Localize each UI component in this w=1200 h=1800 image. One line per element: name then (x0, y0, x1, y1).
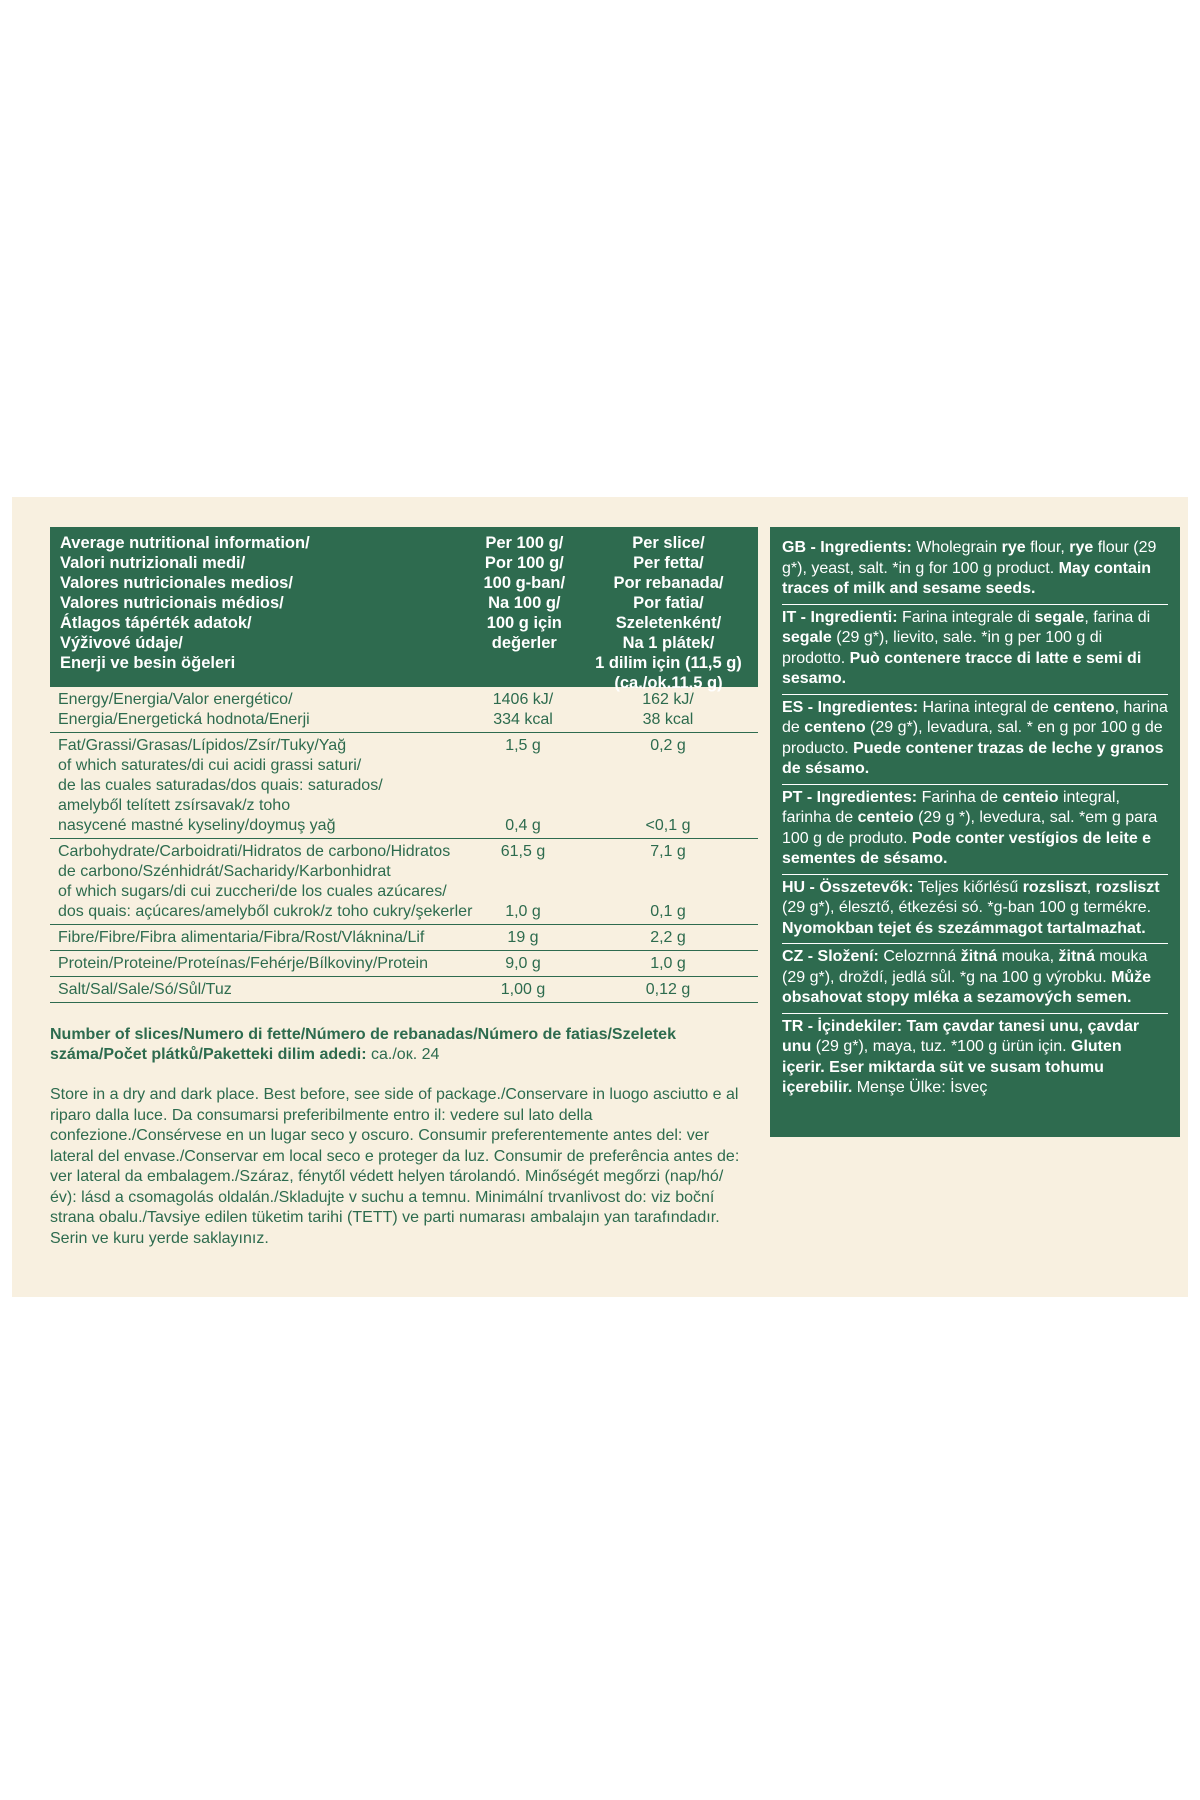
nutrient-label (58, 980, 458, 1000)
nutrition-row (50, 839, 758, 925)
ingredient-text-bold: HU - Összetevők: (782, 878, 914, 896)
nutrient-label-line: Energy/Energia/Valor energético/ (58, 691, 293, 708)
ingredient-text: , farina di (1084, 608, 1151, 626)
ingredient-text: flour (29 g*), yeast, salt. *in g for 100 g product. (782, 539, 1157, 577)
ingredient-text: flour, (1025, 539, 1070, 556)
ingredient-text-bold: segale (782, 629, 832, 646)
ingredient-text-bold: CZ - Složení: (782, 948, 879, 965)
ingredient-text: Wholegrain (911, 539, 1002, 556)
ingredient-text: (29 g*), lievito, sale. *in g per 100 g di prodotto. (782, 629, 1103, 667)
ingredients-language-block (782, 785, 1168, 875)
header-line: (ca./ok.11,5 g) (614, 674, 723, 692)
value-per-100g (458, 980, 588, 1000)
ingredients-language-block (782, 1014, 1168, 1103)
value-per-100g-line: 9,0 g (505, 955, 541, 972)
value-per-100g-line: 1406 kJ/ (492, 691, 554, 708)
ingredient-text: mouka (29 g*), droždí, jedlá sůl. *g na 100 g výrobku. (782, 948, 1148, 986)
value-per-100g-line: 0,4 g (505, 817, 541, 834)
value-per-100g-line: 1,0 g (505, 903, 541, 920)
nutrition-row (50, 977, 758, 1003)
nutrient-label (58, 736, 458, 836)
ingredient-text-bold: žitná (1058, 948, 1095, 965)
header-line: Valores nutricionales medios/ (60, 574, 293, 592)
storage-instructions: Store in a dry and dark place. Best before, see side of package./Conservare in luogo asciutto e al riparo dalla luce. Da consumarsi preferibilmente entro il: vedere sul lato della confezione./Consérvese en un lugar seco y oscuro. Consumir preferentemente antes del: ver lateral del envase./Conservar em local seco e proteger da luz. Consumir de preferência antes de: ver lateral da embalagem./Száraz, fénytől védett helyen tárolandó. Minőségét megőrzi (nap/hó/év): lásd a csomagolás oldalán./Skladujte v suchu a temnu. Minimální trvanlivost do: viz boční strana obalu./Tavsiye edilen tüketim tarihi (TETT) ve parti numarası ambalajın yan tarafındadır. Serin ve kuru yerde saklayınız. (50, 1086, 740, 1247)
header-line: Average nutritional information/ (60, 534, 310, 552)
value-per-100g (458, 736, 588, 836)
ingredient-text: Menşe Ülke: İsveç (852, 1079, 988, 1096)
value-per-slice-line: 0,12 g (645, 981, 691, 998)
value-per-slice (588, 690, 748, 730)
nutrient-label (58, 690, 458, 730)
nutrient-label-line: Protein/Proteine/Proteínas/Fehérje/Bílkoviny/Protein (58, 955, 428, 972)
ingredient-text-bold: Gluten içerir. Eser miktarda süt ve susam tohumu içerebilir. (782, 1038, 1122, 1096)
value-per-slice (588, 980, 748, 1000)
value-per-100g-line: 1,00 g (500, 981, 546, 998)
header-per-slice (589, 533, 748, 692)
value-per-slice-line: 2,2 g (650, 929, 686, 946)
header-line: Por rebanada/ (613, 574, 724, 592)
nutrition-table (50, 527, 758, 1249)
nutrition-row (50, 925, 758, 951)
ingredient-text-bold: centeno (1053, 698, 1115, 716)
value-per-slice (588, 928, 748, 948)
header-line: Por fatia/ (633, 594, 704, 612)
ingredient-text: Farinha de (917, 788, 1003, 806)
value-per-slice-line: 162 kJ/ (642, 691, 694, 708)
ingredient-text-bold: centeno (804, 719, 866, 736)
value-per-100g-line: 1,5 g (505, 737, 541, 754)
ingredient-text: Farina integrale di (897, 608, 1035, 626)
nutrient-label-line: Energia/Energetická hodnota/Enerji (58, 711, 310, 728)
nutrient-label (58, 928, 458, 948)
ingredient-text: (29 g *), levedura, sal. *em g para 100 g de produto. (782, 809, 1158, 847)
value-per-100g (458, 690, 588, 730)
ingredient-text-bold: centeio (857, 809, 914, 826)
nutrient-label-line: Salt/Sal/Sale/Só/Sůl/Tuz (58, 981, 232, 998)
value-per-slice-line: 38 kcal (642, 711, 694, 728)
value-per-slice (588, 954, 748, 974)
ingredient-text: (29 g*), levadura, sal. * en g por 100 g de producto. (782, 719, 1163, 757)
nutrient-label-line: of which saturates/di cui acidi grassi saturi/ (58, 757, 362, 774)
header-line: Výživové údaje/ (60, 634, 183, 652)
ingredient-text-bold: centeio (1002, 788, 1059, 806)
ingredient-text: Teljes kiőrlésű (913, 878, 1023, 896)
ingredient-text-bold: Puede contener trazas de leche y granos de sésamo. (782, 739, 1164, 777)
ingredient-text-bold: rye (1001, 539, 1026, 556)
ingredient-text-bold: ES - Ingredientes: (782, 698, 919, 716)
header-line: Por 100 g/ (484, 554, 564, 572)
ingredient-text-bold: TR - İçindekiler: Tam çavdar tanesi unu, çavdar unu (782, 1017, 1140, 1055)
slices-value: ca./ок. 24 (366, 1046, 440, 1063)
ingredients-language-block (782, 695, 1168, 785)
value-per-slice-line: 7,1 g (650, 843, 686, 860)
header-line: 100 g-ban/ (483, 574, 566, 592)
ingredient-text-bold: PT - Ingredientes: (782, 788, 918, 806)
header-line: 100 g için (486, 614, 562, 632)
header-line: Per fetta/ (633, 554, 704, 572)
header-nutrition-label (60, 533, 460, 681)
header-line: değerler (491, 634, 557, 652)
ingredient-text: (29 g*), maya, tuz. *100 g ürün için. (811, 1038, 1072, 1055)
value-per-slice-line: 0,2 g (650, 737, 686, 754)
ingredients-panel (770, 527, 1180, 1137)
label-panel (12, 497, 1188, 1297)
ingredient-text-bold: May contain traces of milk and sesame seeds. (782, 559, 1152, 597)
ingredient-text-bold: žitná (960, 948, 998, 965)
ingredients-language-block (782, 875, 1168, 945)
nutrient-label (58, 954, 458, 974)
ingredient-text-bold: Può contenere tracce di latte e semi di sesamo. (782, 649, 1142, 687)
value-per-100g-line: 334 kcal (493, 711, 553, 728)
nutrient-label-line: of which sugars/di cui zuccheri/de los cuales azúcares/ (58, 883, 447, 900)
value-per-slice-line: 1,0 g (650, 955, 686, 972)
header-line: Valores nutricionais médios/ (60, 594, 284, 612)
ingredient-text-bold: Nyomokban tejet és szezámmagot tartalmazhat. (782, 919, 1146, 937)
value-per-slice (588, 736, 748, 836)
ingredient-text: integral, farinha de (782, 788, 1120, 826)
nutrient-label-line: de carbono/Szénhidrát/Sacharidy/Karbonhidrat (58, 863, 391, 880)
nutrition-row (50, 951, 758, 977)
ingredient-text-bold: Pode conter vestígios de leite e sementes de sésamo. (782, 829, 1152, 867)
value-per-slice-line: <0,1 g (645, 817, 691, 834)
ingredients-language-block (782, 944, 1168, 1014)
ingredient-text: , (1086, 878, 1096, 896)
value-per-100g (458, 842, 588, 922)
ingredient-text-bold: segale (1034, 608, 1085, 626)
header-line: Per 100 g/ (485, 534, 564, 552)
slices-label: Number of slices/Numero di fette/Número de rebanadas/Número de fatias/Szeletek száma/Počet plátků/Paketteki dilim adedi: (50, 1026, 676, 1063)
ingredient-text-bold: Může obsahovat stopy mléka a sezamových semen. (782, 968, 1152, 1006)
header-line: Szeletenként/ (615, 614, 722, 632)
nutrition-row (50, 687, 758, 733)
ingredient-text-bold: rye (1069, 539, 1094, 556)
ingredient-text: Celozrnná (878, 948, 961, 965)
ingredient-text: , harina de (782, 698, 1168, 736)
value-per-100g (458, 954, 588, 974)
nutrient-label (58, 842, 473, 922)
nutrient-label-line: nasycené mastné kyseliny/doymuş yağ (58, 817, 336, 834)
nutrient-label-line: Carbohydrate/Carboidrati/Hidratos de carbono/Hidratos (58, 843, 451, 860)
header-line: Na 1 plátek/ (622, 634, 715, 652)
ingredient-text-bold: GB - Ingredients: (782, 539, 912, 556)
nutrition-rows (50, 687, 758, 1003)
number-of-slices (50, 1025, 758, 1065)
value-per-100g-line: 19 g (507, 929, 539, 946)
header-line: Enerji ve besin öğeleri (60, 654, 236, 672)
header-line: Átlagos tápérték adatok/ (60, 614, 252, 632)
header-line: Valori nutrizionali medi/ (60, 554, 246, 572)
ingredient-text: mouka, (997, 948, 1059, 965)
header-line: Per slice/ (632, 534, 705, 552)
nutrition-row (50, 733, 758, 839)
value-per-slice-line: 0,1 g (650, 903, 686, 920)
ingredients-language-block (782, 605, 1168, 695)
value-per-100g-line: 61,5 g (500, 843, 546, 860)
nutrient-label-line: Fibre/Fibre/Fibra alimentaria/Fibra/Rost/Vláknina/Lif (58, 929, 425, 946)
ingredient-text: Harina integral de (918, 698, 1054, 716)
nutrition-table-header (50, 527, 758, 692)
ingredient-text-bold: IT - Ingredienti: (782, 608, 898, 626)
nutrient-label-line: de las cuales saturadas/dos quais: saturados/ (58, 777, 383, 794)
ingredient-text-bold: rozsliszt (1095, 878, 1160, 896)
nutrient-label-line: Fat/Grassi/Grasas/Lípidos/Zsír/Tuky/Yağ (58, 737, 347, 754)
nutrient-label-line: dos quais: açúcares/amelyből cukrok/z toho cukry/şekerler (58, 903, 473, 920)
value-per-100g (458, 928, 588, 948)
nutrient-label-line: amelyből telített zsírsavak/z toho (58, 797, 291, 814)
header-per-100g (460, 533, 589, 681)
ingredient-text: (29 g*), élesztő, étkezési só. *g-ban 100 g termékre. (782, 899, 1152, 916)
ingredients-language-block (782, 535, 1168, 605)
value-per-slice (588, 842, 748, 922)
header-line: Na 100 g/ (488, 594, 561, 612)
ingredient-text-bold: rozsliszt (1022, 878, 1087, 896)
header-line: 1 dilim için (11,5 g) (595, 654, 742, 672)
